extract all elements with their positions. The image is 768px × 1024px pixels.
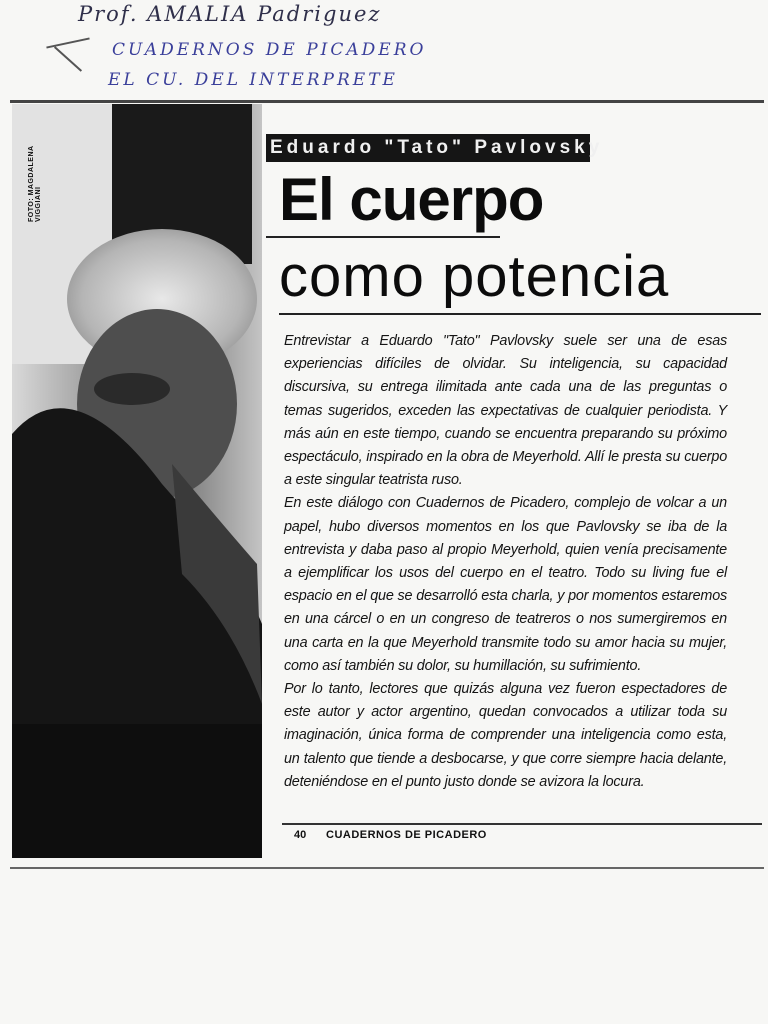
publication-name: CUADERNOS DE PICADERO [326, 829, 487, 841]
article-intro [284, 330, 727, 794]
pen-mark [46, 37, 89, 48]
photo-credit: FOTO: MAGDALENA VIGGIANI [28, 145, 42, 222]
article-kicker: Eduardo "Tato" Pavlovsky [266, 134, 590, 162]
title-underline [279, 313, 761, 315]
pen-mark [54, 46, 82, 72]
handwritten-name: Prof. AMALIA Padriguez [78, 2, 382, 26]
title-underline [266, 236, 500, 238]
article-title-line-1: El cuerpo [279, 166, 544, 233]
article-paragraph: Entrevistar a Eduardo "Tato" Pavlovsky suele ser una de esas experiencias difíciles de olvidar. Su inteligencia, su capacidad discursiva, su entrega ilimitada ante cada una de las preguntas o temas sugeridos, exceden las expectativas de cualquier periodista. Y más aún en este tiempo, cuando se encuentra preparando su próximo espectáculo, inspirado en la obra de Meyerhold. Allí le presta su cuerpo a este singular teatrista ruso. [284, 333, 727, 489]
article-title-line-2: como potencia [279, 244, 670, 309]
article-paragraph: Por lo tanto, lectores que quizás alguna vez fueron espectadores de este autor y actor argentino, quedan convocados a utilizar toda su imaginación, única forma de comprender una inteligencia como esta, un talento que tiende a desbocarse, y que corre siempre hacia delante, deteniéndose en el punto justo donde se avizora la locura. [284, 681, 727, 790]
footer-rule [282, 823, 762, 825]
page-number: 40 [294, 829, 307, 841]
scan-bottom-border [10, 867, 764, 869]
article-paragraph: En este diálogo con Cuadernos de Picadero, complejo de volcar a un papel, hubo diversos momentos en los que Pavlovsky se iba de la entrevista y daba paso al propio Meyerhold, quien venía precisamente a ejemplificar los usos del cuerpo en el teatro. Todo su living fue el espacio en el que se desarrolló esta charla, y por momentos estaremos en una cárcel o en un congreso de teatreros o nos sumergiremos en una carta en la que Meyerhold transmite todo su amor hacia su mujer, como así también su dolor, su humillación, su sufrimiento. [284, 495, 727, 674]
handwritten-publication: CUADERNOS DE PICADERO [112, 40, 427, 60]
portrait-image [12, 104, 262, 858]
author-photo [12, 104, 262, 858]
scan-top-border [10, 100, 764, 103]
handwritten-section: EL CU. DEL INTERPRETE [108, 70, 398, 90]
